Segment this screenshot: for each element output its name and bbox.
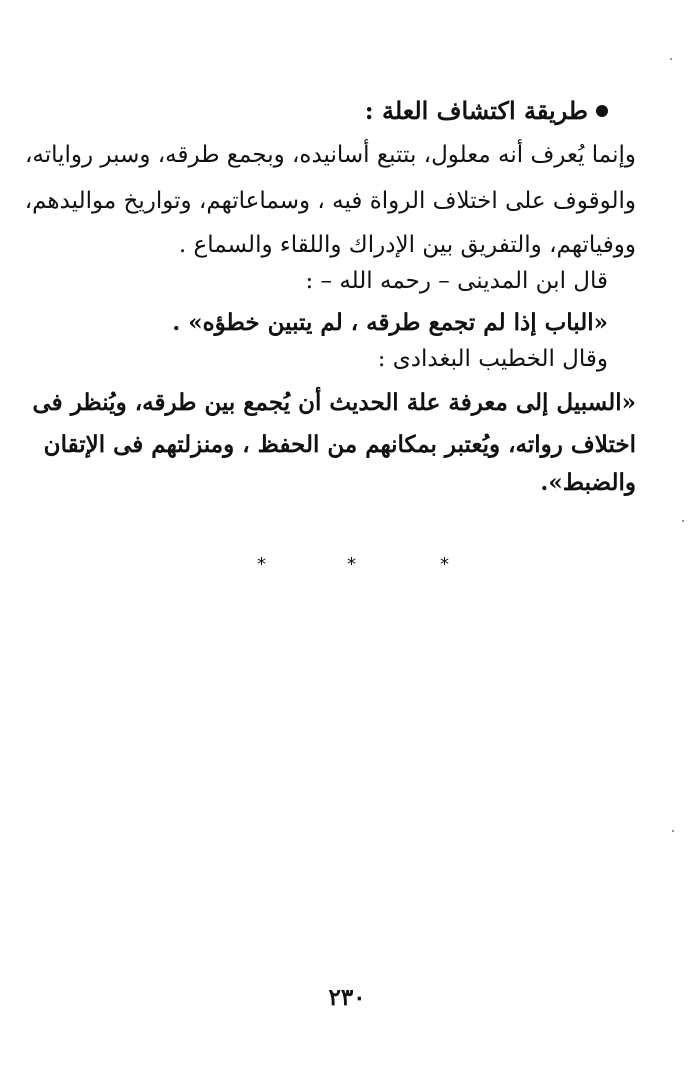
quote-1-text: «الباب إذا لم تجمع طرقه ، لم يتبين خطؤه» . bbox=[172, 309, 608, 336]
quote-2-intro: وقال الخطيب البغدادى : bbox=[377, 346, 608, 372]
separator-star: * bbox=[440, 554, 449, 575]
section-heading bbox=[365, 94, 608, 128]
scan-speck bbox=[670, 58, 672, 60]
scan-speck bbox=[672, 830, 674, 832]
section-separator bbox=[0, 553, 694, 581]
scan-speck bbox=[682, 520, 684, 522]
separator-star: * bbox=[347, 554, 356, 575]
quote-2-line-1: «السبيل إلى معرفة علة الحديث أن يُجمع بين طرقه، ويُنظر فى bbox=[32, 389, 636, 416]
bullet-icon bbox=[596, 105, 608, 117]
paragraph-1-line-2: والوقوف على اختلاف الرواة فيه ، وسماعاتهم، وتواريخ مواليدهم، bbox=[24, 188, 636, 214]
quote-2-line-3: والضبط». bbox=[540, 469, 636, 496]
paragraph-1-line-3: ووفياتهم، والتفريق بين الإدراك واللقاء والسماع . bbox=[178, 232, 636, 258]
quote-1-intro: قال ابن المدينى – رحمه الله – : bbox=[305, 268, 608, 294]
paragraph-1-line-1: وإنما يُعرف أنه معلول، بتتبع أسانيده، وبجمع طرقه، وسبر رواياته، bbox=[24, 142, 636, 168]
separator-star: * bbox=[257, 554, 266, 575]
page-number: ٢٣٠ bbox=[328, 984, 366, 1011]
section-heading-text: طريقة اكتشاف العلة : bbox=[364, 96, 588, 125]
quote-2-line-2: اختلاف رواته، ويُعتبر بمكانهم من الحفظ ، ومنزلتهم فى الإتقان bbox=[43, 431, 636, 458]
